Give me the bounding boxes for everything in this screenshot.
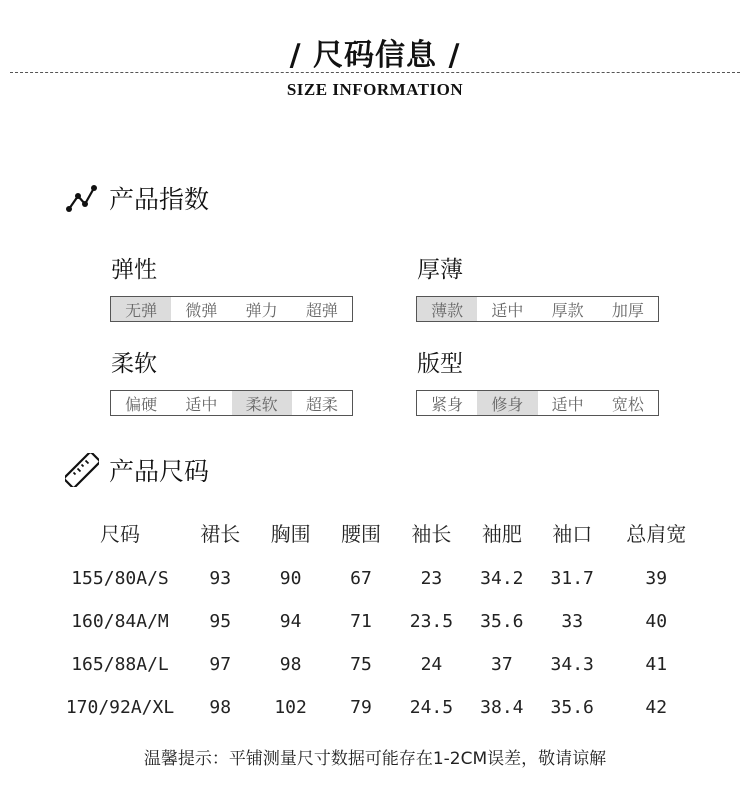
- column-header: 袖口: [552, 521, 593, 546]
- measurement-cell: 31.7: [550, 568, 594, 589]
- attribute-scale: [110, 296, 353, 322]
- measurement-cell: 98: [209, 697, 232, 718]
- scale-option-selected: 柔软: [232, 391, 292, 415]
- index-section-header: [65, 181, 209, 215]
- measurement-cell: 94: [279, 611, 302, 632]
- attribute-scale: [416, 390, 659, 416]
- measurement-cell: 98: [279, 654, 302, 675]
- attribute-scale: [416, 296, 659, 322]
- column-header: 总肩宽: [626, 521, 687, 546]
- table-row: [55, 643, 705, 686]
- measurement-cell: 24.5: [409, 697, 454, 718]
- scale-option: 偏硬: [125, 394, 158, 414]
- dashed-divider: [10, 72, 740, 73]
- attribute-label: 版型: [417, 351, 463, 377]
- size-table: [55, 507, 705, 729]
- column-header: 裙长: [200, 521, 241, 546]
- measurement-cell: 75: [350, 654, 372, 675]
- scale-option: 适中: [491, 300, 524, 320]
- measurement-cell: 42: [645, 697, 668, 718]
- measurement-cell: 34.3: [550, 654, 594, 675]
- measurement-cell: 71: [350, 611, 372, 632]
- measurement-cell: 79: [350, 697, 372, 718]
- measurement-note: 温馨提示：平铺测量尺寸数据可能存在1-2CM误差，敬请谅解: [143, 749, 607, 769]
- measurement-cell: 24: [420, 654, 443, 675]
- attribute-label: 弹性: [111, 257, 157, 283]
- scale-option: 微弹: [185, 300, 218, 320]
- measurement-cell: 67: [350, 568, 372, 589]
- measurement-cell: 34.2: [480, 568, 524, 589]
- scale-option: 宽松: [611, 394, 644, 414]
- ruler-icon: [65, 453, 99, 487]
- scale-option: 紧身: [431, 394, 464, 414]
- table-row: [55, 557, 705, 600]
- measurement-cell: 93: [209, 568, 232, 589]
- measurement-cell: 102: [274, 697, 307, 718]
- size-section-header: [65, 453, 209, 487]
- size-label-cell: 155/80A/S: [71, 568, 169, 589]
- size-label-cell: 170/92A/XL: [65, 697, 175, 718]
- size-label-cell: 160/84A/M: [71, 611, 169, 632]
- size-label-cell: 165/88A/L: [71, 654, 169, 675]
- attribute-scale: [110, 390, 353, 416]
- scale-option-selected: 修身: [477, 391, 537, 415]
- measurement-cell: 35.6: [550, 697, 594, 718]
- scale-option: 厚款: [551, 300, 584, 320]
- scale-option: 加厚: [611, 300, 644, 320]
- size-table-header: [55, 507, 705, 557]
- column-header: 胸围: [270, 521, 311, 546]
- measurement-cell: 90: [279, 568, 302, 589]
- column-header: 袖长: [411, 521, 452, 546]
- measurement-cell: 38.4: [480, 697, 524, 718]
- measurement-cell: 95: [209, 611, 232, 632]
- scale-option-selected: 无弹: [111, 297, 171, 321]
- column-header: 袖肥: [481, 521, 522, 546]
- scale-option: 适中: [185, 394, 218, 414]
- measurement-cell: 35.6: [480, 611, 524, 632]
- attribute-label: 厚薄: [417, 257, 463, 283]
- measurement-cell: 23.5: [409, 611, 454, 632]
- measurement-cell: 37: [490, 654, 513, 675]
- measurement-cell: 23: [420, 568, 443, 589]
- attribute-label: 柔软: [111, 351, 157, 377]
- zigzag-chart-icon: [65, 181, 99, 215]
- measurement-cell: 41: [645, 654, 668, 675]
- column-header: 尺码: [100, 521, 140, 546]
- measurement-cell: 39: [645, 568, 668, 589]
- measurement-cell: 97: [209, 654, 232, 675]
- column-header: 腰围: [341, 521, 382, 546]
- table-row: [55, 600, 705, 643]
- size-section-title: 产品尺码: [109, 457, 210, 486]
- measurement-cell: 40: [645, 611, 668, 632]
- scale-option-selected: 薄款: [417, 297, 477, 321]
- scale-option: 超弹: [305, 300, 338, 320]
- page-title: / 尺码信息 /: [289, 38, 461, 73]
- scale-option: 超柔: [305, 394, 338, 414]
- page-subtitle: SIZE INFORMATION: [286, 80, 464, 99]
- scale-option: 弹力: [245, 300, 278, 320]
- scale-option: 适中: [551, 394, 584, 414]
- table-row: [55, 686, 705, 729]
- measurement-cell: 33: [561, 611, 584, 632]
- index-section-title: 产品指数: [109, 185, 210, 214]
